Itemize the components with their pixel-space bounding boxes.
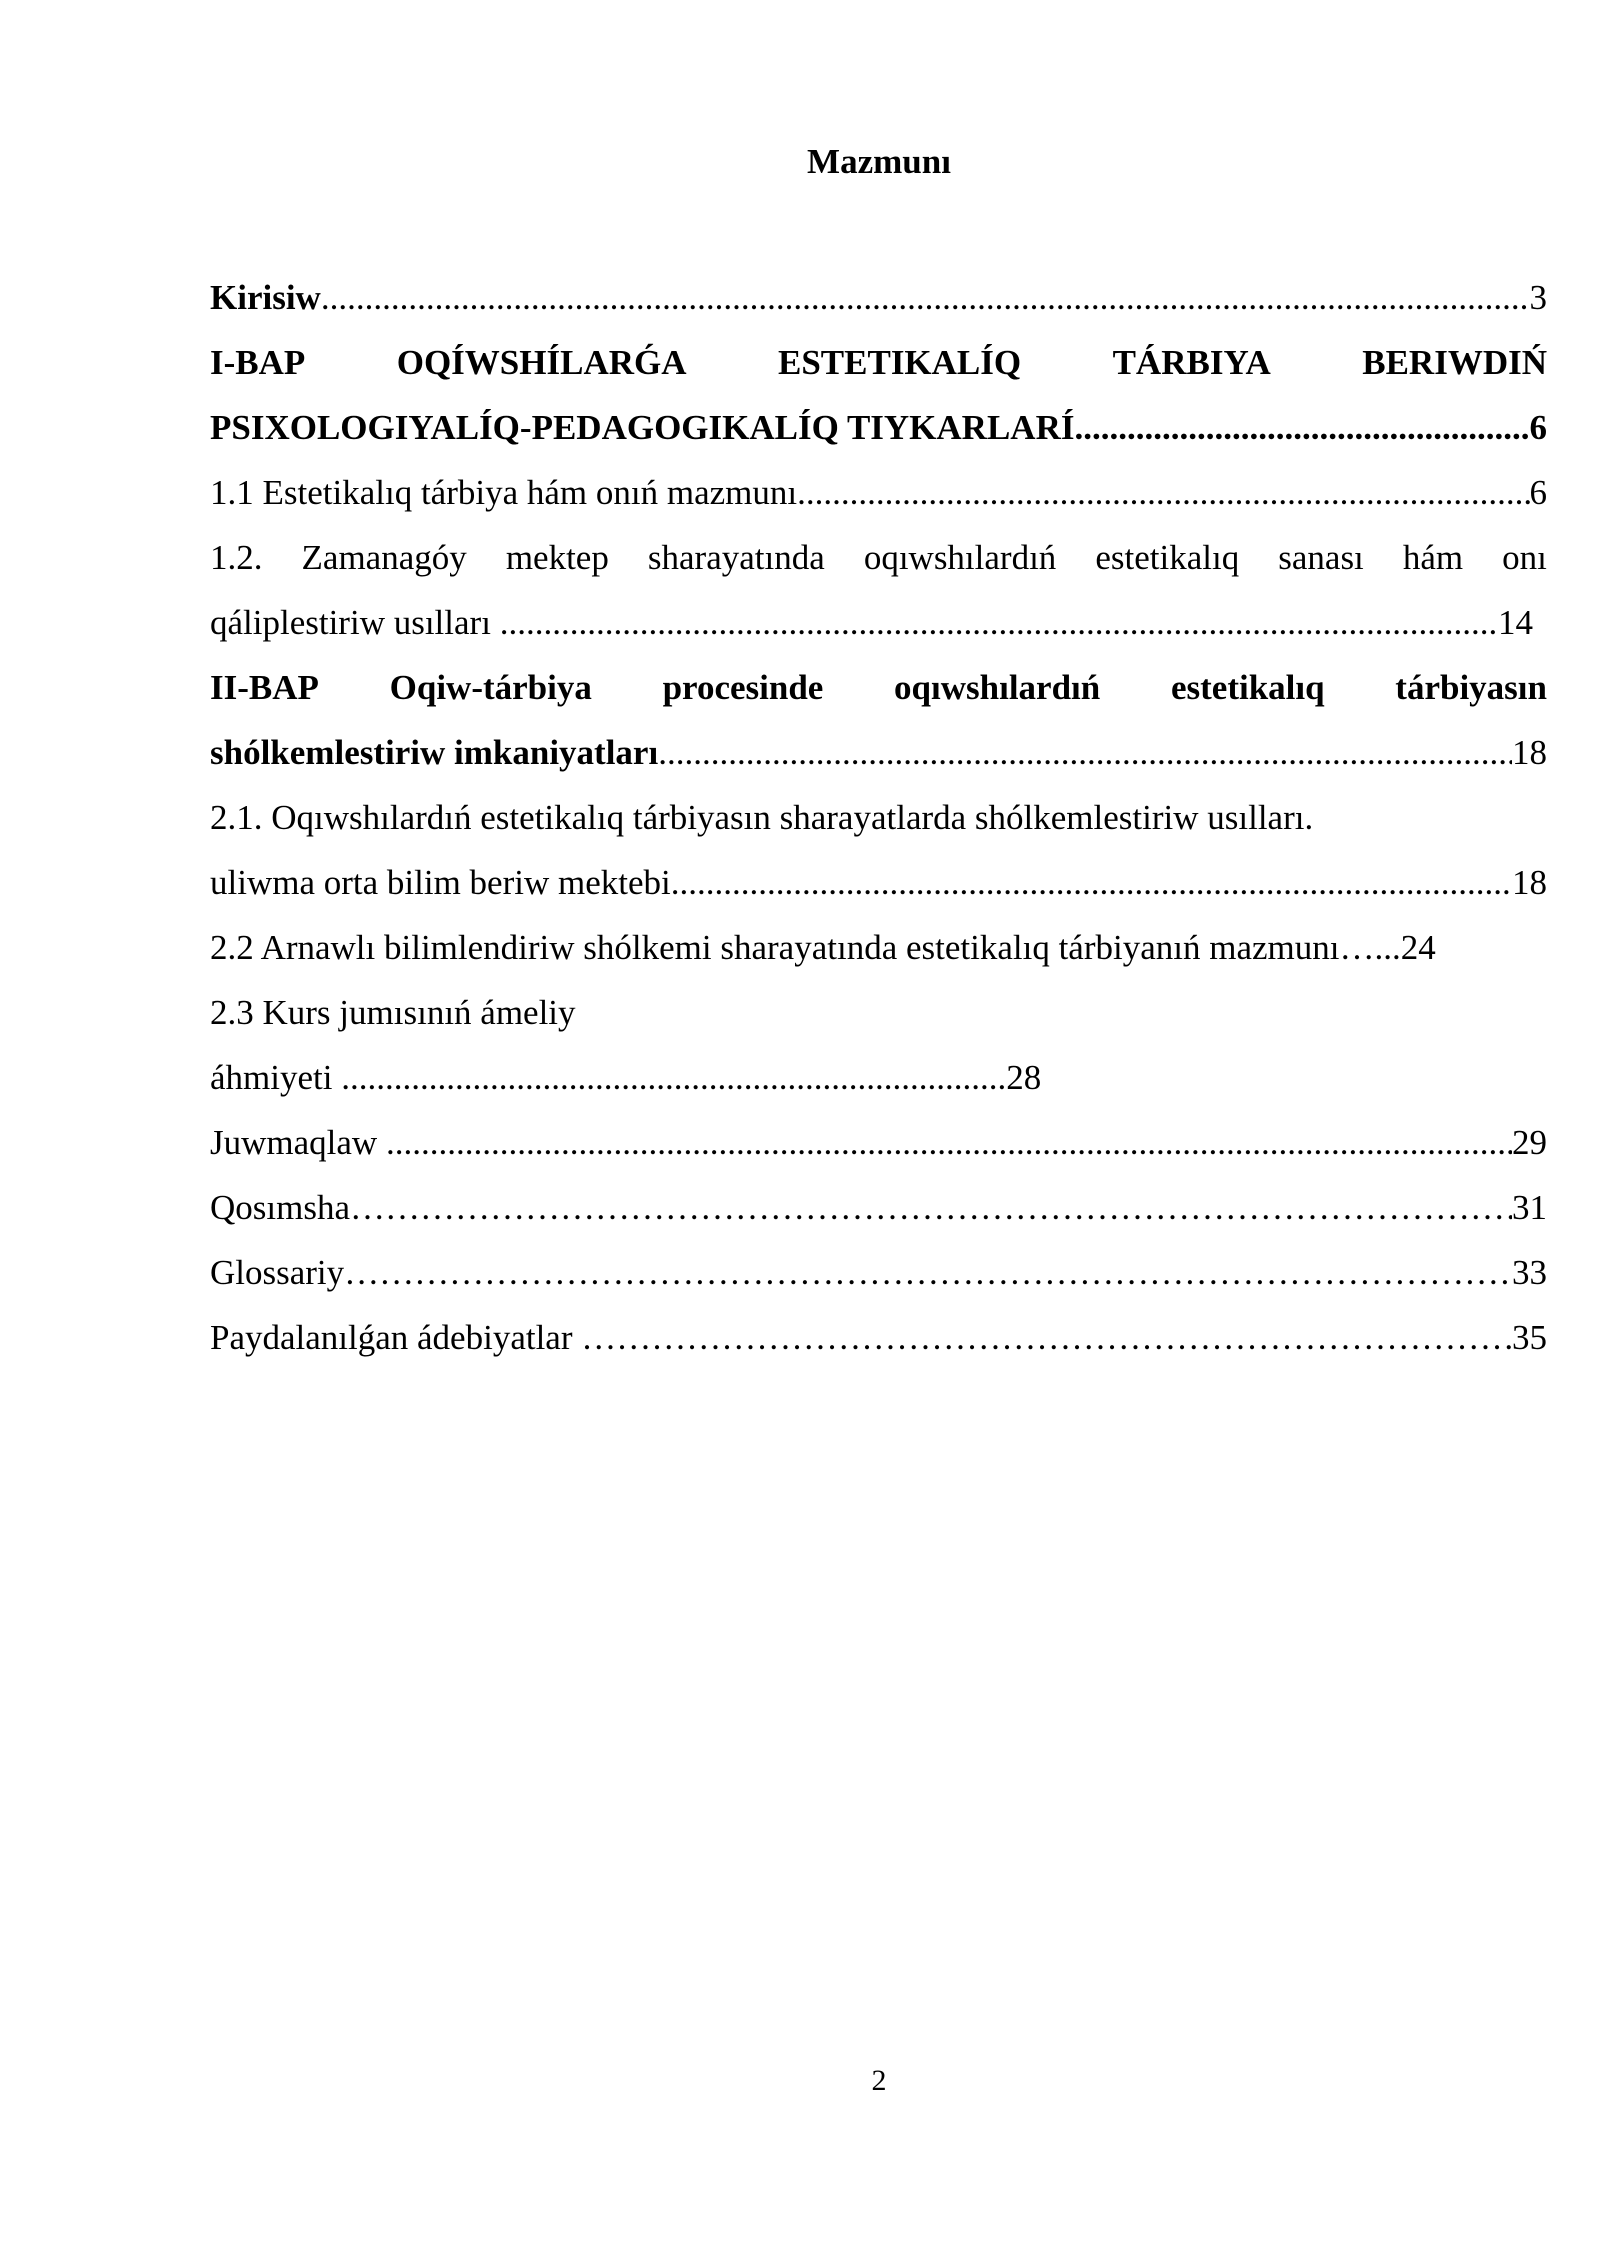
toc-entry-qosimsha[interactable]	[210, 1175, 1547, 1240]
toc-entry-2-3-line2[interactable]	[210, 1045, 1547, 1110]
toc-word: I-BAP	[210, 343, 306, 382]
toc-entry-juwmaqlaw[interactable]	[210, 1110, 1547, 1175]
toc-word: onı	[1502, 538, 1547, 577]
toc-word: BERIWDIŃ	[1362, 343, 1547, 382]
toc-word: oqıwshılardıń	[894, 668, 1101, 707]
dot-leader	[386, 1110, 1512, 1175]
dot-leader: ............................................................................	[341, 1058, 1007, 1097]
dot-leader	[581, 1305, 1512, 1370]
toc-entry-kirisiw[interactable]	[210, 265, 1547, 330]
toc-word: mektep	[505, 538, 609, 577]
toc-entry-page: 18	[1512, 863, 1547, 902]
toc-entry-page: 31	[1512, 1188, 1547, 1227]
toc-word: hám	[1402, 538, 1464, 577]
toc-entry-label: Qosımsha	[210, 1188, 350, 1227]
toc-word: Oqiw-tárbiya	[389, 668, 592, 707]
dot-leader	[797, 460, 1529, 525]
toc-entry-2-1-line1[interactable]	[210, 785, 1547, 850]
toc-entry-1-1[interactable]	[210, 460, 1547, 525]
toc-word: procesinde	[662, 668, 824, 707]
toc-word: sharayatında	[647, 538, 825, 577]
dot-leader: …...	[1339, 928, 1401, 967]
toc-entry-paydalanilgan[interactable]	[210, 1305, 1547, 1370]
toc-word: II-BAP	[210, 668, 319, 707]
toc-entry-page: 35	[1512, 1318, 1547, 1357]
toc-entry-page: 29	[1512, 1123, 1547, 1162]
toc-entry-chapter2-line2[interactable]	[210, 720, 1547, 785]
page-title: Mazmunı	[807, 142, 951, 181]
toc-entry-1-2-line1[interactable]	[210, 525, 1547, 590]
toc-word: Zamanagóy	[301, 538, 467, 577]
toc-entry-page: 24	[1400, 928, 1436, 967]
toc-entry-label: Kirisiw	[210, 278, 321, 317]
toc-entry-2-2[interactable]	[210, 915, 1547, 980]
dot-leader	[1074, 395, 1529, 460]
toc-entry-page: 6	[1529, 408, 1547, 447]
dot-leader	[671, 850, 1512, 915]
toc-entry-label: 2.3 Kurs jumısınıń ámeliy	[210, 993, 576, 1032]
toc-entry-2-3-line1[interactable]	[210, 980, 1547, 1045]
toc-entry-label: Juwmaqlaw	[210, 1123, 386, 1162]
dot-leader	[658, 720, 1512, 785]
toc-word: estetikalıq	[1095, 538, 1240, 577]
toc-entry-chapter1-line2[interactable]	[210, 395, 1547, 460]
toc-entry-2-1-line2[interactable]	[210, 850, 1547, 915]
toc-entry-1-2-line2[interactable]	[210, 590, 1547, 655]
toc-entry-page: 6	[1529, 473, 1547, 512]
toc-word: sanası	[1278, 538, 1364, 577]
toc-entry-label: shólkemlestiriw imkaniyatları	[210, 733, 659, 772]
toc-word: 1.2.	[210, 538, 263, 577]
toc-entry-label: 2.1. Oqıwshılardıń estetikalıq tárbiyasın sharayatlarda shólkemlestiriw usılları.	[210, 798, 1314, 837]
toc-entry-page: 14	[1498, 603, 1533, 642]
toc-entry-chapter1-line1[interactable]	[210, 330, 1547, 395]
toc-word: TÁRBIYA	[1112, 343, 1271, 382]
toc-entry-page: 33	[1512, 1253, 1547, 1292]
toc-entry-page: 18	[1512, 733, 1547, 772]
toc-entry-chapter2-line1[interactable]	[210, 655, 1547, 720]
toc-word: OQÍWSHÍLARǴA	[396, 343, 687, 382]
toc-entry-page: 28	[1006, 1058, 1042, 1097]
toc-entry-label: 2.2 Arnawlı bilimlendiriw shólkemi sharayatında estetikalıq tárbiyanıń mazmunı	[210, 928, 1340, 967]
toc-entry-glossariy[interactable]	[210, 1240, 1547, 1305]
dot-leader	[321, 265, 1530, 330]
toc-entry-label: 1.1 Estetikalıq tárbiya hám onıń mazmunı	[210, 473, 798, 512]
toc-entry-label: qáliplestiriw usılları	[210, 603, 491, 642]
page-number: 2	[871, 2064, 887, 2097]
toc-entry-label: Glossariy	[210, 1253, 345, 1292]
toc-entry-label: PSIXOLOGIYALÍQ-PEDAGOGIKALÍQ TIYKARLARÍ	[210, 408, 1075, 447]
toc-entry-label: áhmiyeti	[210, 1058, 342, 1097]
toc-entry-label: Paydalanılǵan ádebiyatlar	[210, 1318, 582, 1357]
toc-word: oqıwshılardıń	[863, 538, 1057, 577]
dot-leader	[500, 590, 1498, 655]
toc-entry-page: 3	[1529, 278, 1547, 317]
table-of-contents	[210, 265, 1547, 1370]
dot-leader	[344, 1240, 1512, 1305]
dot-leader	[350, 1175, 1512, 1240]
toc-word: ESTETIKALÍQ	[777, 343, 1022, 382]
toc-word: tárbiyasın	[1395, 668, 1547, 707]
toc-entry-label: uliwma orta bilim beriw mektebi	[210, 863, 671, 902]
toc-word: estetikalıq	[1170, 668, 1325, 707]
